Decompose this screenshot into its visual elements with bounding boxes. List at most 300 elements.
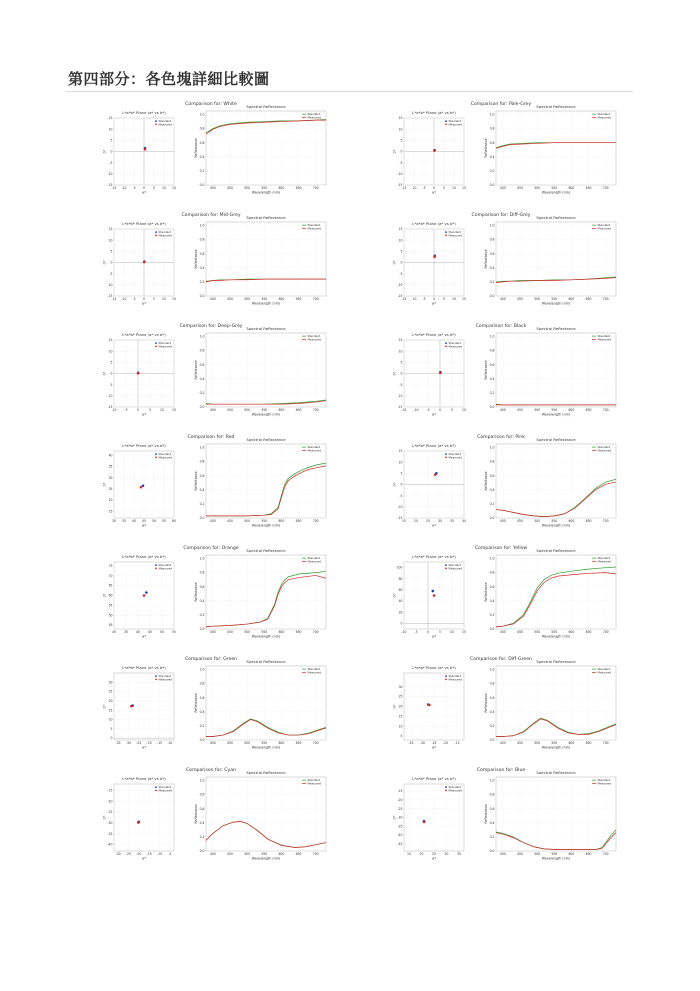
- lab-x-tick: 30: [438, 519, 442, 524]
- spectral-y-tick: 0.0: [489, 627, 495, 632]
- spectral-y-tick: 0.0: [489, 849, 495, 854]
- lab-y-tick: 60: [398, 588, 403, 593]
- spectral-x-tick: 400: [499, 519, 506, 524]
- spectral-y-tick: 0.4: [199, 154, 205, 159]
- spectral-x-tick: 400: [209, 297, 216, 302]
- spectral-plot-title: Spectral Reflectance: [246, 770, 286, 775]
- lab-x-tick: 35: [122, 519, 126, 524]
- lab-y-tick: 5: [400, 138, 403, 143]
- lab-y-tick: -5: [399, 271, 403, 276]
- lab-x-tick: 40: [136, 630, 140, 635]
- spectral-y-tick: 0.0: [199, 294, 205, 299]
- lab-legend-measured: Measured: [448, 455, 463, 460]
- spectral-x-label: Wavelength (nm): [251, 634, 281, 639]
- spectral-legend-measured: Measured: [597, 115, 612, 120]
- lab-x-tick: -35: [408, 741, 414, 746]
- lab-legend-marker-measured: [445, 790, 447, 792]
- spectral-y-tick: 0.2: [199, 169, 205, 174]
- spectral-legend-standard: Standard: [597, 223, 611, 228]
- spectral-y-tick: 0.6: [489, 362, 495, 367]
- lab-legend-marker-measured: [445, 124, 447, 126]
- spectral-y-label: Reflectance: [194, 249, 198, 269]
- lab-x-tick: -20: [443, 741, 449, 746]
- spectral-x-tick: 500: [244, 630, 251, 635]
- lab-y-tick: 75: [108, 564, 113, 569]
- spectral-y-tick: 0.4: [199, 820, 205, 825]
- lab-x-tick: -10: [156, 852, 163, 857]
- spectral-y-label: Reflectance: [484, 138, 488, 158]
- lab-x-tick: 20: [419, 852, 424, 857]
- spectral-x-tick: 650: [295, 741, 302, 746]
- spectral-x-label: Wavelength (nm): [541, 301, 571, 306]
- spectral-y-label: Reflectance: [194, 693, 198, 713]
- lab-y-tick: -15: [397, 405, 403, 410]
- lab-x-tick: -15: [401, 408, 407, 413]
- lab-point-measured: [433, 149, 436, 152]
- spectral-legend-measured: Measured: [597, 448, 612, 453]
- lab-y-tick: 10: [108, 349, 113, 354]
- spectral-x-tick: 650: [585, 852, 592, 857]
- lab-y-tick: -5: [109, 271, 113, 276]
- lab-y-label: b*: [392, 482, 397, 487]
- lab-legend-standard: Standard: [158, 230, 172, 235]
- lab-legend-marker-measured: [155, 346, 157, 348]
- spectral-y-tick: 0.0: [489, 405, 495, 410]
- spectral-x-tick: 600: [568, 297, 575, 302]
- spectral-plot-title: Spectral Reflectance: [246, 326, 286, 331]
- lab-y-tick: 10: [398, 238, 403, 243]
- lab-y-tick: -10: [397, 393, 403, 398]
- spectral-y-label: Reflectance: [194, 471, 198, 491]
- lab-x-tick: 50: [152, 519, 156, 524]
- spectral-x-tick: 600: [568, 630, 575, 635]
- lab-point-measured: [143, 594, 146, 597]
- lab-x-label: a*: [432, 412, 436, 417]
- spectral-y-tick: 0.6: [199, 251, 205, 256]
- lab-y-tick: 0: [400, 371, 403, 376]
- comparison-figure: [386, 320, 616, 420]
- lab-legend-standard: Standard: [158, 563, 172, 568]
- lab-y-tick: -45: [397, 842, 403, 847]
- spectral-x-tick: 450: [517, 186, 523, 191]
- spectral-y-tick: 0.0: [489, 738, 495, 743]
- spectral-x-tick: 450: [227, 297, 233, 302]
- comparison-figure: [96, 542, 326, 642]
- lab-y-tick: -10: [107, 282, 113, 287]
- lab-x-tick: -10: [111, 408, 117, 413]
- lab-y-tick: 10: [398, 460, 403, 465]
- spectral-y-tick: 0.2: [489, 613, 495, 618]
- spectral-legend-standard: Standard: [307, 445, 321, 450]
- lab-x-tick: 35: [457, 852, 461, 857]
- spectral-x-tick: 450: [517, 630, 523, 635]
- lab-legend-measured: Measured: [158, 677, 173, 682]
- lab-y-tick: 5: [400, 471, 403, 476]
- spectral-legend-measured: Measured: [597, 781, 612, 786]
- lab-x-label: a*: [142, 412, 146, 417]
- spectral-legend-standard: Standard: [597, 112, 611, 117]
- lab-x-tick: 5: [443, 186, 445, 191]
- lab-y-label: b*: [102, 593, 107, 598]
- spectral-y-tick: 0.0: [489, 294, 495, 299]
- lab-point-measured: [433, 594, 436, 597]
- spectral-legend-standard: Standard: [597, 667, 611, 672]
- lab-legend-marker-standard: [445, 453, 447, 455]
- lab-x-tick: 15: [172, 186, 176, 191]
- comparison-panel: [96, 542, 326, 642]
- lab-y-tick: 0: [110, 736, 113, 741]
- spectral-legend-measured: Measured: [597, 337, 612, 342]
- comparison-panel: [96, 653, 326, 753]
- lab-legend-standard: Standard: [448, 341, 462, 346]
- comparison-panel: [386, 653, 616, 753]
- spectral-x-tick: 400: [499, 408, 506, 413]
- lab-legend-marker-standard: [155, 231, 157, 233]
- lab-y-tick: 5: [400, 360, 403, 365]
- spectral-y-tick: 1.0: [489, 667, 495, 672]
- lab-point-measured: [433, 255, 436, 258]
- spectral-y-tick: 0.6: [199, 362, 205, 367]
- lab-y-tick: 70: [108, 573, 113, 578]
- spectral-x-label: Wavelength (nm): [251, 301, 281, 306]
- spectral-x-tick: 500: [534, 186, 541, 191]
- lab-x-tick: 10: [450, 630, 454, 635]
- spectral-y-tick: 1.0: [489, 778, 495, 783]
- figure-title: Comparison for: Black: [475, 324, 527, 329]
- lab-y-tick: 10: [398, 349, 403, 354]
- lab-point-measured: [130, 705, 133, 708]
- spectral-y-tick: 1.0: [199, 334, 205, 339]
- lab-legend-measured: Measured: [448, 122, 463, 127]
- lab-legend-marker-measured: [155, 568, 157, 570]
- spectral-y-tick: 1.0: [199, 223, 205, 228]
- lab-y-tick: 20: [398, 704, 403, 709]
- lab-y-tick: 5: [110, 249, 113, 254]
- spectral-legend-standard: Standard: [307, 112, 321, 117]
- spectral-x-tick: 400: [499, 741, 506, 746]
- lab-y-tick: -20: [397, 797, 403, 802]
- lab-x-tick: 10: [160, 408, 164, 413]
- spectral-legend-measured: Measured: [307, 115, 322, 120]
- spectral-y-label: Reflectance: [484, 804, 488, 824]
- comparison-figure: [386, 209, 616, 309]
- spectral-x-tick: 600: [568, 741, 575, 746]
- lab-x-tick: -5: [132, 297, 136, 302]
- spectral-plot-title: Spectral Reflectance: [536, 548, 576, 553]
- spectral-x-tick: 550: [551, 408, 558, 413]
- spectral-x-tick: 700: [602, 852, 609, 857]
- lab-x-tick: 40: [462, 519, 466, 524]
- lab-x-label: a*: [142, 190, 146, 195]
- lab-legend-measured: Measured: [158, 122, 173, 127]
- lab-x-tick: -10: [401, 630, 407, 635]
- spectral-y-tick: 0.8: [489, 459, 495, 464]
- spectral-legend-standard: Standard: [307, 334, 321, 339]
- lab-x-tick: -10: [121, 297, 127, 302]
- spectral-x-tick: 600: [278, 630, 285, 635]
- lab-legend-standard: Standard: [448, 119, 462, 124]
- lab-x-tick: -15: [401, 186, 407, 191]
- lab-legend-marker-measured: [445, 235, 447, 237]
- spectral-y-label: Reflectance: [484, 471, 488, 491]
- spectral-x-tick: 550: [261, 852, 268, 857]
- lab-y-tick: 0: [400, 621, 403, 626]
- spectral-legend-measured: Measured: [307, 781, 322, 786]
- spectral-legend-measured: Measured: [307, 226, 322, 231]
- lab-x-tick: -15: [156, 741, 163, 746]
- lab-x-tick: -10: [411, 297, 417, 302]
- lab-legend-standard: Standard: [158, 119, 172, 124]
- lab-x-tick: 15: [172, 297, 176, 302]
- spectral-x-tick: 700: [312, 741, 319, 746]
- spectral-y-tick: 0.4: [199, 376, 205, 381]
- comparison-panel: [386, 209, 616, 309]
- lab-plot-frame: [114, 673, 174, 740]
- spectral-y-tick: 1.0: [489, 223, 495, 228]
- comparison-figure: [96, 653, 326, 753]
- lab-point-measured: [140, 486, 143, 489]
- spectral-x-tick: 700: [312, 186, 319, 191]
- spectral-plot-title: Spectral Reflectance: [246, 437, 286, 442]
- lab-legend-marker-measured: [445, 679, 447, 681]
- lab-y-tick: 20: [108, 699, 113, 704]
- lab-y-tick: 30: [398, 684, 403, 689]
- spectral-x-tick: 550: [261, 741, 268, 746]
- lab-y-tick: 20: [108, 498, 113, 503]
- lab-x-tick: 15: [462, 630, 466, 635]
- comparison-figure: [386, 764, 616, 864]
- spectral-y-tick: 0.6: [199, 806, 205, 811]
- spectral-y-tick: 0.6: [199, 473, 205, 478]
- lab-plot-title: L*a*b* Plane (a* vs b*): [122, 554, 166, 559]
- comparison-panel: [386, 431, 616, 531]
- comparison-figure: [386, 431, 616, 531]
- spectral-y-tick: 0.8: [199, 570, 205, 575]
- lab-point-standard: [145, 591, 148, 594]
- lab-legend-marker-measured: [155, 457, 157, 459]
- heading-divider: [66, 91, 633, 92]
- spectral-x-tick: 500: [534, 741, 541, 746]
- spectral-x-label: Wavelength (nm): [251, 190, 281, 195]
- spectral-legend-measured: Measured: [307, 448, 322, 453]
- lab-y-tick: 15: [398, 714, 403, 719]
- spectral-y-tick: 0.6: [489, 806, 495, 811]
- comparison-panel: [96, 320, 326, 420]
- spectral-x-tick: 400: [209, 186, 216, 191]
- spectral-x-tick: 400: [209, 408, 216, 413]
- lab-x-tick: 5: [153, 186, 155, 191]
- spectral-plot-title: Spectral Reflectance: [246, 215, 286, 220]
- lab-x-tick: 5: [443, 297, 445, 302]
- lab-plot-title: L*a*b* Plane (a* vs b*): [412, 332, 456, 337]
- spectral-x-tick: 700: [602, 408, 609, 413]
- spectral-x-tick: 600: [568, 408, 575, 413]
- figure-title: Comparison for: Blue: [476, 768, 526, 773]
- spectral-y-tick: 1.0: [199, 112, 205, 117]
- spectral-x-label: Wavelength (nm): [251, 856, 281, 861]
- spectral-legend-measured: Measured: [307, 337, 322, 342]
- lab-y-tick: 0: [400, 482, 403, 487]
- lab-plot-title: L*a*b* Plane (a* vs b*): [122, 332, 166, 337]
- spectral-y-tick: 0.4: [489, 487, 495, 492]
- lab-x-tick: -15: [146, 852, 152, 857]
- figure-title: Comparison for: Pale-Grey: [470, 102, 532, 107]
- spectral-plot-frame: [496, 333, 616, 407]
- spectral-x-label: Wavelength (nm): [251, 412, 281, 417]
- spectral-x-tick: 500: [244, 186, 251, 191]
- spectral-y-tick: 0.8: [199, 237, 205, 242]
- lab-x-tick: 0: [439, 408, 441, 413]
- spectral-x-tick: 600: [278, 852, 285, 857]
- lab-y-tick: 15: [108, 338, 113, 343]
- spectral-legend-standard: Standard: [307, 223, 321, 228]
- spectral-legend-measured: Measured: [597, 670, 612, 675]
- lab-legend-standard: Standard: [448, 674, 462, 679]
- lab-y-tick: 10: [108, 717, 113, 722]
- lab-x-tick: -10: [121, 186, 127, 191]
- lab-y-tick: -10: [397, 282, 403, 287]
- spectral-x-label: Wavelength (nm): [251, 523, 281, 528]
- spectral-y-tick: 0.0: [199, 183, 205, 188]
- lab-y-tick: 30: [108, 680, 113, 685]
- spectral-x-tick: 550: [551, 519, 558, 524]
- lab-y-tick: 0: [110, 149, 113, 154]
- lab-y-label: b*: [102, 371, 107, 376]
- spectral-x-tick: 650: [585, 519, 592, 524]
- lab-x-tick: -25: [125, 852, 132, 857]
- lab-y-tick: -25: [107, 810, 113, 815]
- spectral-x-tick: 600: [278, 519, 285, 524]
- comparison-panel: [96, 209, 326, 309]
- figure-title: Comparison for: Green: [184, 657, 238, 662]
- lab-y-tick: -15: [107, 788, 113, 793]
- comparison-panel: [386, 98, 616, 198]
- lab-legend-marker-measured: [445, 346, 447, 348]
- figure-title: Comparison for: Cyan: [186, 768, 236, 773]
- lab-x-tick: 0: [143, 297, 145, 302]
- lab-x-tick: -30: [125, 741, 132, 746]
- spectral-x-tick: 550: [551, 630, 558, 635]
- spectral-y-tick: 0.4: [489, 265, 495, 270]
- lab-x-tick: 35: [124, 630, 128, 635]
- spectral-x-tick: 400: [209, 519, 216, 524]
- spectral-y-tick: 1.0: [489, 556, 495, 561]
- spectral-x-tick: 450: [227, 630, 233, 635]
- spectral-x-tick: 450: [227, 741, 233, 746]
- lab-legend-measured: Measured: [158, 233, 173, 238]
- lab-legend-marker-standard: [445, 675, 447, 677]
- lab-y-tick: 10: [108, 127, 113, 132]
- lab-legend-measured: Measured: [448, 677, 463, 682]
- spectral-plot-title: Spectral Reflectance: [536, 326, 576, 331]
- spectral-y-tick: 1.0: [489, 112, 495, 117]
- lab-y-tick: 15: [108, 509, 113, 514]
- spectral-x-tick: 500: [244, 852, 251, 857]
- lab-y-tick: 25: [108, 689, 113, 694]
- lab-legend-marker-standard: [155, 786, 157, 788]
- comparison-panel: [96, 764, 326, 864]
- lab-plot-title: L*a*b* Plane (a* vs b*): [412, 776, 456, 781]
- spectral-y-tick: 0.8: [489, 126, 495, 131]
- spectral-y-tick: 0.0: [489, 183, 495, 188]
- spectral-plot-frame: [206, 333, 326, 407]
- spectral-x-tick: 700: [312, 408, 319, 413]
- spectral-y-tick: 0.8: [489, 237, 495, 242]
- spectral-plot-title: Spectral Reflectance: [246, 659, 286, 664]
- comparison-figure: [386, 653, 616, 753]
- spectral-x-tick: 700: [602, 741, 609, 746]
- spectral-x-tick: 550: [551, 297, 558, 302]
- lab-y-tick: 80: [398, 576, 403, 581]
- spectral-y-tick: 0.0: [199, 627, 205, 632]
- spectral-plot-frame: [206, 555, 326, 629]
- spectral-y-tick: 0.4: [199, 709, 205, 714]
- figure-title: Comparison for: White: [185, 102, 237, 107]
- spectral-y-label: Reflectance: [484, 582, 488, 602]
- lab-x-tick: -5: [414, 630, 418, 635]
- figure-title: Comparison for: Diff-Green: [470, 657, 532, 662]
- spectral-x-tick: 550: [551, 186, 558, 191]
- spectral-y-tick: 0.2: [199, 391, 205, 396]
- spectral-legend-standard: Standard: [307, 667, 321, 672]
- lab-y-tick: -10: [397, 504, 403, 509]
- lab-y-tick: 35: [108, 464, 113, 469]
- lab-y-tick: -15: [397, 294, 403, 299]
- spectral-x-tick: 450: [227, 852, 233, 857]
- lab-y-tick: 5: [110, 138, 113, 143]
- spectral-x-tick: 650: [295, 408, 302, 413]
- spectral-y-tick: 0.8: [489, 792, 495, 797]
- spectral-x-tick: 450: [517, 741, 523, 746]
- spectral-y-tick: 0.8: [199, 126, 205, 131]
- lab-x-tick: -25: [136, 741, 142, 746]
- lab-x-tick: 10: [462, 408, 466, 413]
- spectral-y-tick: 0.6: [199, 695, 205, 700]
- lab-y-tick: -40: [107, 842, 113, 847]
- lab-x-tick: 10: [452, 186, 456, 191]
- lab-x-tick: 15: [172, 408, 176, 413]
- spectral-x-tick: 500: [534, 519, 541, 524]
- lab-x-tick: 10: [452, 297, 456, 302]
- spectral-plot-frame: [496, 111, 616, 185]
- figure-title: Comparison for: Diff-Grey: [471, 213, 531, 218]
- spectral-x-tick: 700: [602, 630, 609, 635]
- lab-y-tick: -10: [107, 393, 113, 398]
- lab-x-tick: 45: [148, 630, 152, 635]
- lab-legend-standard: Standard: [158, 452, 172, 457]
- lab-point-measured: [144, 148, 147, 151]
- spectral-plot-frame: [496, 777, 616, 851]
- lab-x-tick: 20: [414, 519, 418, 524]
- spectral-y-tick: 0.6: [489, 584, 495, 589]
- spectral-y-tick: 0.0: [199, 738, 205, 743]
- lab-x-label: a*: [432, 301, 436, 306]
- spectral-x-tick: 700: [312, 519, 319, 524]
- spectral-x-tick: 600: [278, 297, 285, 302]
- comparison-panel: [96, 431, 326, 531]
- spectral-x-tick: 450: [517, 519, 523, 524]
- comparison-figure: [96, 98, 326, 198]
- spectral-plot-title: Spectral Reflectance: [536, 437, 576, 442]
- spectral-legend-measured: Measured: [597, 559, 612, 564]
- lab-y-label: b*: [392, 371, 397, 376]
- lab-legend-measured: Measured: [448, 344, 463, 349]
- spectral-y-tick: 0.4: [489, 709, 495, 714]
- lab-point-measured: [143, 261, 146, 264]
- lab-x-tick: -10: [413, 408, 419, 413]
- lab-x-tick: -10: [167, 741, 173, 746]
- spectral-x-tick: 600: [278, 186, 285, 191]
